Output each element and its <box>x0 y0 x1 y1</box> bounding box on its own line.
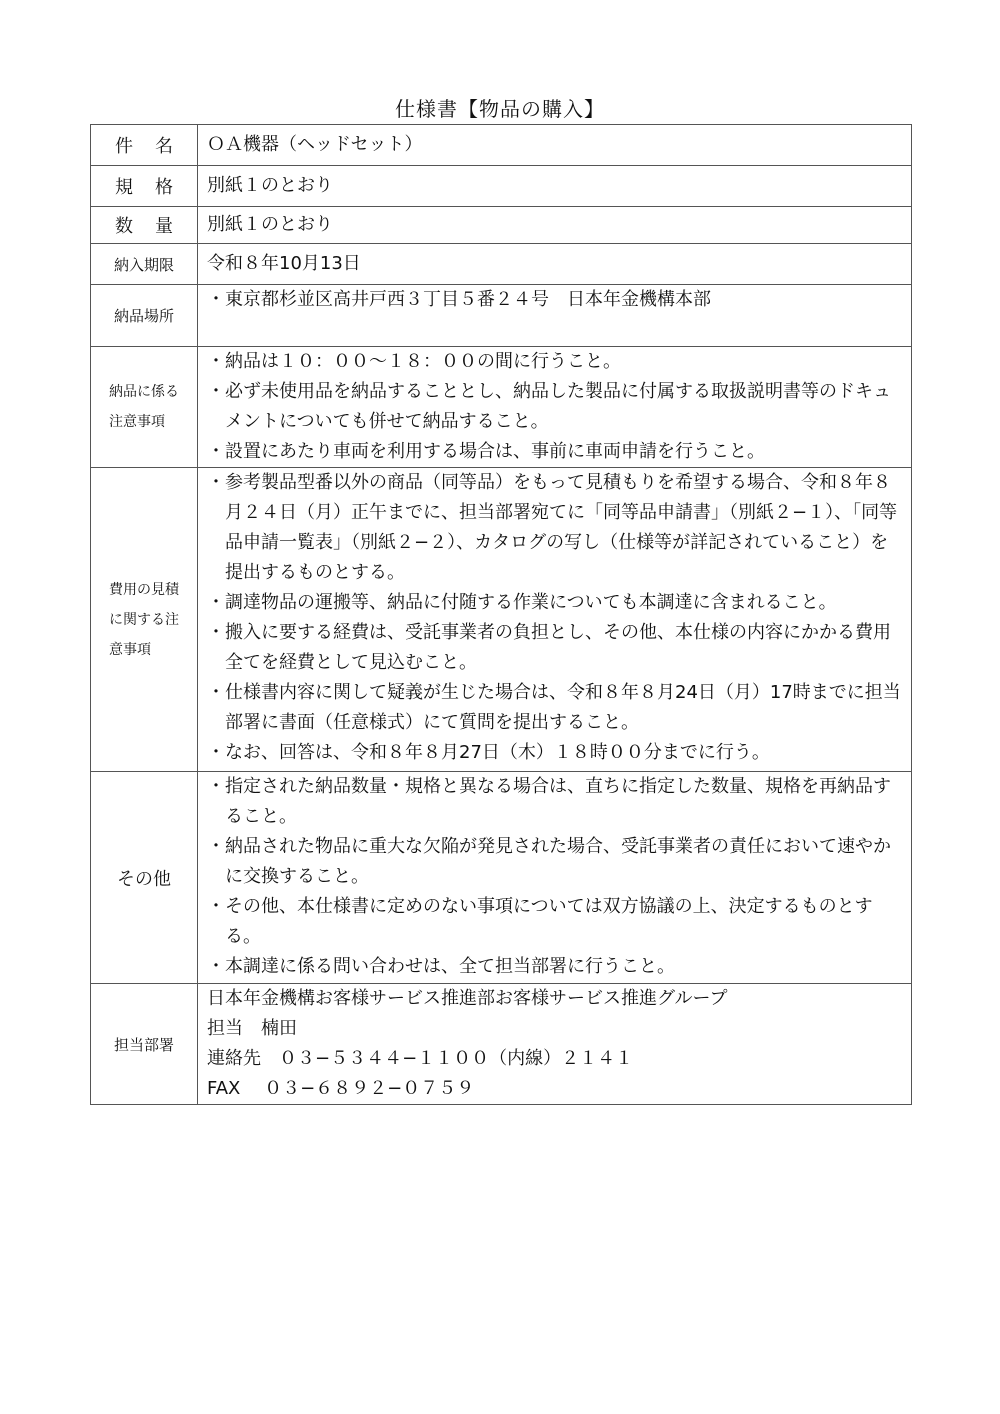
specification-table <box>90 124 912 1105</box>
contact-fax: FAX ０３−６８９２−０７５９ <box>207 1078 475 1099</box>
document-title: 仕様書【物品の購入】 <box>395 97 605 121</box>
list-item: ・ 調達物品の運搬等、納品に付随する作業についても本調達に含まれること。 <box>207 588 903 618</box>
row-contact <box>91 984 912 1105</box>
list-item: ・ 仕様書内容に関して疑義が生じた場合は、令和８年８月24日（月）17時までに担当部署に書面（任意様式）にて質問を提出すること。 <box>207 678 903 738</box>
value-deadline: 令和８年10月13日 <box>198 244 912 285</box>
row-item-name <box>91 125 912 166</box>
list-item: ・ 納品は１０：００～１８：００の間に行うこと。 <box>207 347 903 377</box>
value-contact <box>198 984 912 1105</box>
row-delivery-notes <box>91 347 912 468</box>
label-quote-notes: 費用の見積 に関する注 意事項 <box>91 468 198 772</box>
label-spec: 規格 <box>91 166 198 207</box>
row-deadline <box>91 244 912 285</box>
label-quantity: 数量 <box>91 207 198 244</box>
list-item: ・ その他、本仕様書に定めのない事項については双方協議の上、決定するものとする。 <box>207 892 903 952</box>
list-item: ・ 納品された物品に重大な欠陥が発見された場合、受託事業者の責任において速やかに交換すること。 <box>207 832 903 892</box>
contact-person: 担当 楠田 <box>207 1018 297 1039</box>
value-other <box>198 772 912 984</box>
row-quote-notes <box>91 468 912 772</box>
row-quantity <box>91 207 912 244</box>
label-item-name: 件名 <box>91 125 198 166</box>
row-place <box>91 285 912 347</box>
list-item: ・ 指定された納品数量・規格と異なる場合は、直ちに指定した数量、規格を再納品すること。 <box>207 772 903 832</box>
value-quote-notes <box>198 468 912 772</box>
label-other: その他 <box>91 772 198 984</box>
value-place <box>198 285 912 347</box>
label-delivery-notes: 納品に係る 注意事項 <box>91 347 198 468</box>
value-delivery-notes <box>198 347 912 468</box>
list-item: ・ 本調達に係る問い合わせは、全て担当部署に行うこと。 <box>207 952 903 982</box>
contact-department: 日本年金機構お客様サービス推進部お客様サービス推進グループ <box>207 988 728 1009</box>
label-place: 納品場所 <box>91 285 198 347</box>
label-deadline: 納入期限 <box>91 244 198 285</box>
list-item: ・ なお、回答は、令和８年８月27日（木）１８時００分までに行う。 <box>207 738 903 768</box>
list-item: ・ 必ず未使用品を納品することとし、納品した製品に付属する取扱説明書等のドキュメントについても併せて納品すること。 <box>207 377 903 437</box>
row-spec <box>91 166 912 207</box>
place-item: ・ 東京都杉並区高井戸西３丁目５番２４号 日本年金機構本部 <box>207 285 903 315</box>
value-spec: 別紙１のとおり <box>198 166 912 207</box>
contact-phone: 連絡先 ０３−５３４４−１１００（内線）２１４１ <box>207 1048 634 1069</box>
list-item: ・ 参考製品型番以外の商品（同等品）をもって見積もりを希望する場合、令和８年８月２４日（月）正午までに、担当部署宛てに「同等品申請書」（別紙２−１）、「同等品申請一覧表」（別紙２−２）、カタログの写し（仕様等が詳記されていること）を提出するものとする。 <box>207 468 903 588</box>
value-quantity: 別紙１のとおり <box>198 207 912 244</box>
list-item: ・ 搬入に要する経費は、受託事業者の負担とし、その他、本仕様の内容にかかる費用全てを経費として見込むこと。 <box>207 618 903 678</box>
row-other <box>91 772 912 984</box>
list-item: ・ 設置にあたり車両を利用する場合は、事前に車両申請を行うこと。 <box>207 437 903 467</box>
label-contact: 担当部署 <box>91 984 198 1105</box>
value-item-name: ＯＡ機器（ヘッドセット） <box>198 125 912 166</box>
